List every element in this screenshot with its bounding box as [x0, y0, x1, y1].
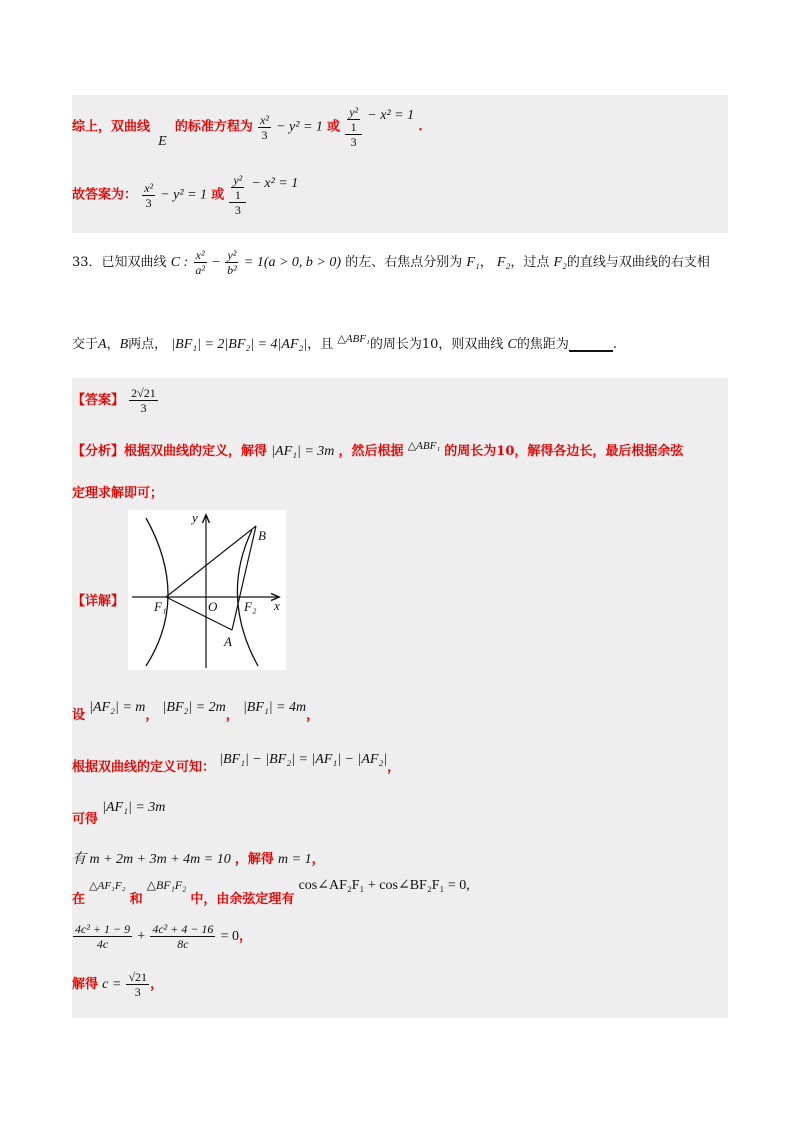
frac-x-a: $\frac{\text{x²}}{\text{a²}}$ [195, 248, 205, 277]
hyperbola-figure [128, 510, 286, 670]
step-3: 可得 |AF₁| = 3m [72, 800, 166, 827]
answer-value: $\frac{2√21}{3}$ [131, 386, 156, 415]
summary-line [72, 105, 423, 149]
step-7: 解得 c = $\frac{√21}{3}$ ， [72, 970, 164, 999]
analysis-label: 【分析】 [72, 444, 125, 459]
summary-text-2: 的标准方程为 [174, 119, 253, 135]
c-value: $\frac{√21}{3}$ [128, 970, 148, 999]
eq1-rest-b: − y² = 1 [160, 187, 208, 203]
triangle-label: △ABF₁ [337, 333, 370, 345]
answer-label: 【答案】 [72, 393, 125, 408]
summary-block [72, 95, 728, 233]
answer-line [72, 386, 159, 415]
answer-blank [569, 338, 613, 352]
line-f1-a [166, 597, 232, 630]
length-condition: |BF₁| = 2|BF₂| = 4|AF₂| [171, 337, 308, 352]
eq1-rest: − y² = 1 [276, 119, 323, 135]
eq2-rest-b: − x² = 1 [251, 175, 299, 191]
eq2-fraction-b: y² 1 3 [229, 173, 246, 217]
right-branch [237, 530, 258, 666]
fraction-2: $\frac{\text{4c² + 4 − 16}}{8c}$ [152, 922, 214, 951]
step-4: 有 m + 2m + 3m + 4m = 10 ，解得 m = 1， [72, 852, 325, 867]
label-F1: F₁ [154, 599, 167, 614]
label-y: y [192, 510, 198, 525]
curve-label: E [158, 133, 167, 149]
problem-line-2: 交于A，B两点， |BF₁| = 2|BF₂| = 4|AF₂|，且 $^{\triangle ABF_1}$的周长为10，则双曲线 C的焦距为 . [72, 333, 618, 352]
eq1-fraction: $\frac{\text{x²}}{3}$ [260, 112, 269, 142]
period: . [418, 119, 423, 135]
eq1-fraction-b: $\frac{\text{x²}}{3}$ [144, 180, 154, 210]
analysis-line: 【分析】根据双曲线的定义，解得 |AF₁| = 3m ，然后根据 $^{\triangle ABF_1}$ 的周长为10，解得各边长，最后根据余弦 [72, 440, 684, 459]
label-F2: F₂ [244, 599, 257, 614]
frac-y-b: $\frac{\text{y²}}{\text{b²}}$ [227, 248, 237, 277]
detail-line [72, 590, 124, 609]
label-A: A [224, 634, 232, 649]
step-6: $\frac{\text{4c² + 1 − 9}}{4c}$ + $\frac{\text{4c² + 4 − 16}}{8c}$ = 0， [75, 922, 252, 951]
summary-text: 综上，双曲线 [72, 119, 151, 135]
left-branch [146, 518, 168, 666]
label-B: B [258, 528, 266, 543]
eq-condition: = 1(a > 0, b > 0) [243, 255, 342, 270]
analysis-line-2: 定理求解即可； [72, 486, 164, 501]
fraction-1: $\frac{\text{4c² + 1 − 9}}{4c}$ [75, 922, 131, 951]
answer-summary-text: 故答案为： [72, 187, 138, 203]
step-2: 根据双曲线的定义可知： |BF₁| − |BF₂| = |AF₁| − |AF₂|， [72, 752, 401, 775]
problem-line-1: 33．已知双曲线 C : $\frac{\text{x²}}{\text{a²}}$ − $\frac{\text{y²}}{\text{b²}}$ = 1(a > 0, b > 0) 的左、右焦点分别为 F₁， F₂，过点 F₂的直线与双曲线的右支相 [72, 248, 710, 277]
answer-summary-line [72, 173, 298, 217]
step-1: 设 |AF₂| = m， |BF₂| = 2m， |BF₁| = 4m， [72, 700, 320, 723]
curve-c: C : [170, 255, 189, 270]
eq2-fraction: y² 1 3 [345, 105, 362, 149]
or-text-b: 或 [211, 187, 225, 203]
step-5: 在 △AF₁F₂ 和 △BF₁F₂ 中，由余弦定理有 cos∠AF₂F₁ + cos∠BF₂F₁ = 0, [72, 878, 470, 907]
hyperbola-svg [128, 510, 286, 670]
or-text: 或 [327, 119, 341, 135]
eq2-rest: − x² = 1 [367, 107, 415, 123]
label-x: x [274, 598, 280, 613]
label-O: O [208, 599, 218, 614]
detail-label: 【详解】 [72, 594, 125, 609]
solution-block [72, 378, 728, 1018]
